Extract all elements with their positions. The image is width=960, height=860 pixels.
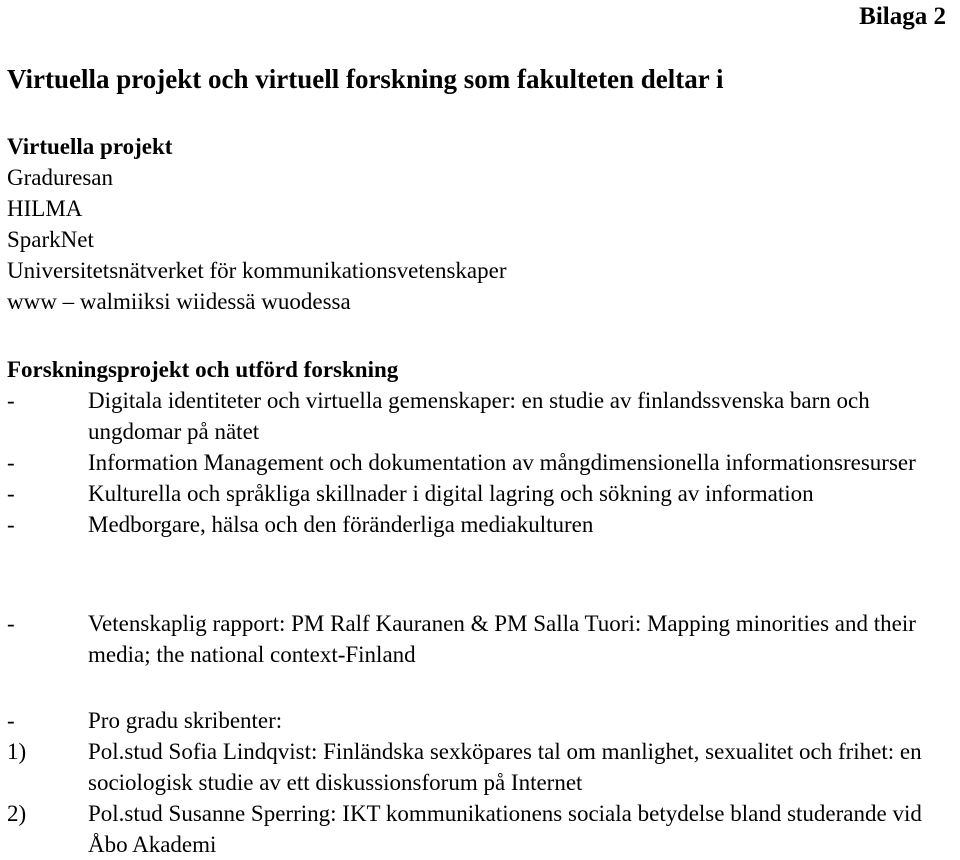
list-marker: - bbox=[7, 708, 15, 733]
report-block bbox=[7, 608, 960, 670]
gradu-intro-text: Pro gradu skribenter: bbox=[88, 708, 283, 733]
virtual-project-item: Graduresan bbox=[7, 165, 114, 190]
virtual-project-item: HILMA bbox=[7, 196, 83, 221]
gradu-item-text: Pol.stud Sofia Lindqvist: Finländska sexköpares tal om manlighet, sexualitet och frihet: en sociologisk studie av ett diskussionsforum på Internet bbox=[88, 739, 922, 795]
list-number: 1) bbox=[7, 739, 27, 764]
research-item bbox=[7, 385, 960, 447]
research-section bbox=[7, 354, 960, 540]
research-item-text: Medborgare, hälsa och den föränderliga mediakulturen bbox=[88, 512, 594, 537]
research-heading: Forskningsprojekt och utförd forskning bbox=[7, 357, 399, 382]
virtual-projects-section bbox=[7, 131, 960, 317]
research-item-text: Kulturella och språkliga skillnader i digital lagring och sökning av information bbox=[88, 481, 814, 506]
virtual-project-item: SparkNet bbox=[7, 227, 94, 252]
page-title: Virtuella projekt och virtuell forskning som fakulteten deltar i bbox=[7, 64, 724, 94]
virtual-project-item: www – walmiiksi wiidessä wuodessa bbox=[7, 289, 351, 314]
list-marker: - bbox=[7, 512, 15, 537]
virtual-project-item: Universitetsnätverket för kommunikationsvetenskaper bbox=[7, 258, 507, 283]
gradu-item bbox=[7, 736, 960, 798]
list-number: 2) bbox=[7, 801, 27, 826]
list-marker: - bbox=[7, 450, 15, 475]
research-item bbox=[7, 509, 960, 540]
report-text: Vetenskaplig rapport: PM Ralf Kauranen & PM Salla Tuori: Mapping minorities and their media; the national context-Finland bbox=[88, 611, 916, 667]
list-marker: - bbox=[7, 388, 15, 413]
gradu-intro bbox=[7, 705, 960, 736]
list-marker: - bbox=[7, 611, 15, 636]
appendix-label: Bilaga 2 bbox=[859, 3, 946, 30]
gradu-item-text: Pol.stud Susanne Sperring: IKT kommunikationens sociala betydelse bland studerande vid Åbo Akademi bbox=[88, 801, 922, 857]
gradu-block bbox=[7, 705, 960, 860]
virtual-projects-heading: Virtuella projekt bbox=[7, 134, 173, 159]
research-item-text: Information Management och dokumentation av mångdimensionella informationsresurser bbox=[88, 450, 916, 475]
research-item-text: Digitala identiteter och virtuella gemenskaper: en studie av finlandssvenska barn och ungdomar på nätet bbox=[88, 388, 870, 444]
research-item bbox=[7, 478, 960, 509]
research-item bbox=[7, 447, 960, 478]
report-item bbox=[7, 608, 960, 670]
gradu-item bbox=[7, 798, 960, 860]
list-marker: - bbox=[7, 481, 15, 506]
